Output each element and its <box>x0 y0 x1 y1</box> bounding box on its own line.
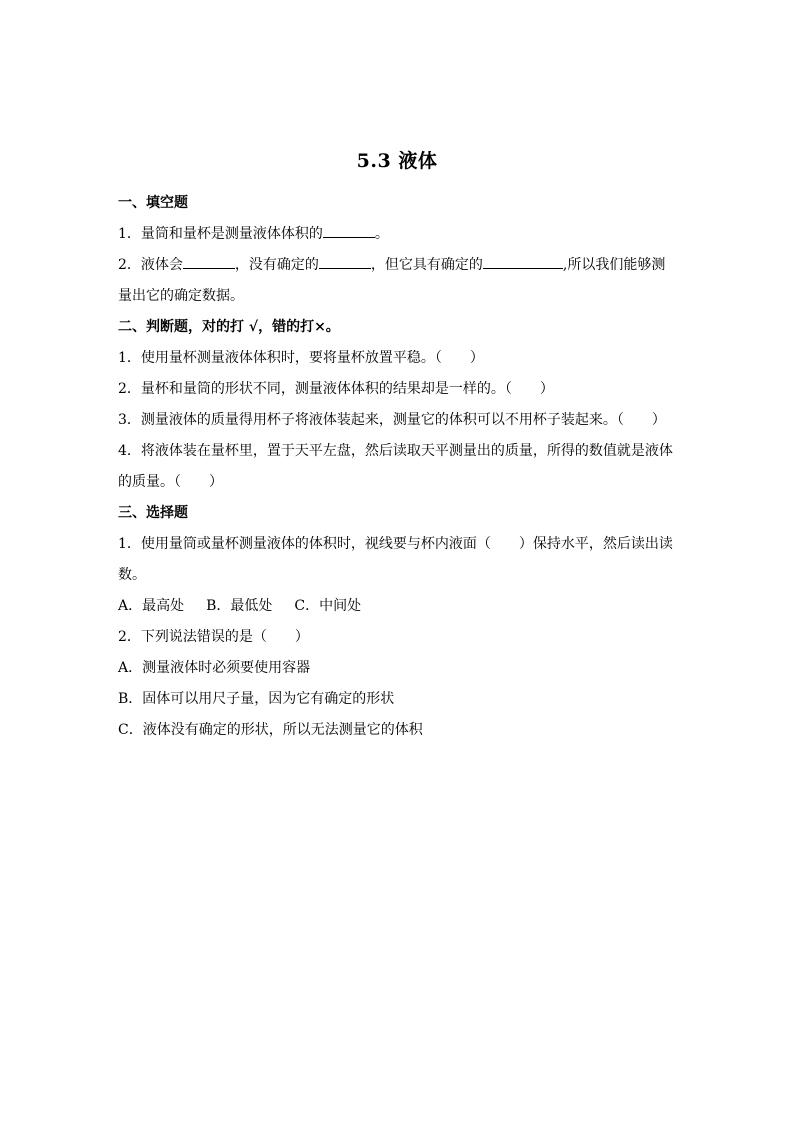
fill-question-2 <box>118 250 678 281</box>
fill-question-1 <box>118 219 678 250</box>
answer-blank <box>183 254 235 269</box>
option-c: C．中间处 <box>294 598 362 614</box>
option-a: A．测量液体时必须要使用容器 <box>118 660 311 676</box>
judge-question-4: 4．将液体装在量杯里，置于天平左盘，然后读取天平测量出的质量，所得的数值就是液体 <box>118 443 673 459</box>
choice-question-2: 2．下列说法错误的是（ ） <box>118 629 309 645</box>
choice-question-1: 1．使用量筒或量杯测量液体的体积时，视线要与杯内液面（ ）保持水平，然后读出读 <box>118 536 673 552</box>
option-b: B．最低处 <box>206 598 273 614</box>
fill-q2-part-d: ,所以我们能够测 <box>562 257 666 273</box>
page-title: 5.3 液体 <box>356 150 438 172</box>
section-heading-judge: 二、判断题，对的打 √，错的打×。 <box>118 319 340 335</box>
option-c: C．液体没有确定的形状，所以无法测量它的体积 <box>118 722 423 738</box>
fill-q2-part-c: ，但它具有确定的 <box>370 257 483 273</box>
section-heading-choice: 三、选择题 <box>118 505 188 521</box>
fill-question-2-cont: 量出它的确定数据。 <box>118 288 244 304</box>
judge-question-4-cont: 的质量。（ ） <box>118 474 223 490</box>
choice-question-1-options <box>118 591 678 622</box>
judge-question-2: 2．量杯和量筒的形状不同，测量液体体积的结果却是一样的。（ ） <box>118 381 554 397</box>
fill-q1-text: 1．量筒和量杯是测量液体体积的 <box>118 226 323 242</box>
answer-blank <box>319 254 371 269</box>
judge-question-1: 1．使用量杯测量液体体积时，要将量杯放置平稳。（ ） <box>118 350 484 366</box>
fill-q2-part-b: ，没有确定的 <box>234 257 319 273</box>
judge-question-3: 3．测量液体的质量得用杯子将液体装起来，测量它的体积可以不用杯子装起来。（ ） <box>118 412 666 428</box>
fill-q1-end: 。 <box>374 226 389 242</box>
answer-blank <box>483 254 563 269</box>
answer-blank <box>323 223 375 238</box>
section-heading-fill: 一、填空题 <box>118 195 188 211</box>
document-body <box>118 188 678 746</box>
option-a: A．最高处 <box>118 598 185 614</box>
choice-question-1-cont: 数。 <box>118 567 146 583</box>
option-b: B．固体可以用尺子量，因为它有确定的形状 <box>118 691 395 707</box>
fill-q2-part-a: 2．液体会 <box>118 257 183 273</box>
